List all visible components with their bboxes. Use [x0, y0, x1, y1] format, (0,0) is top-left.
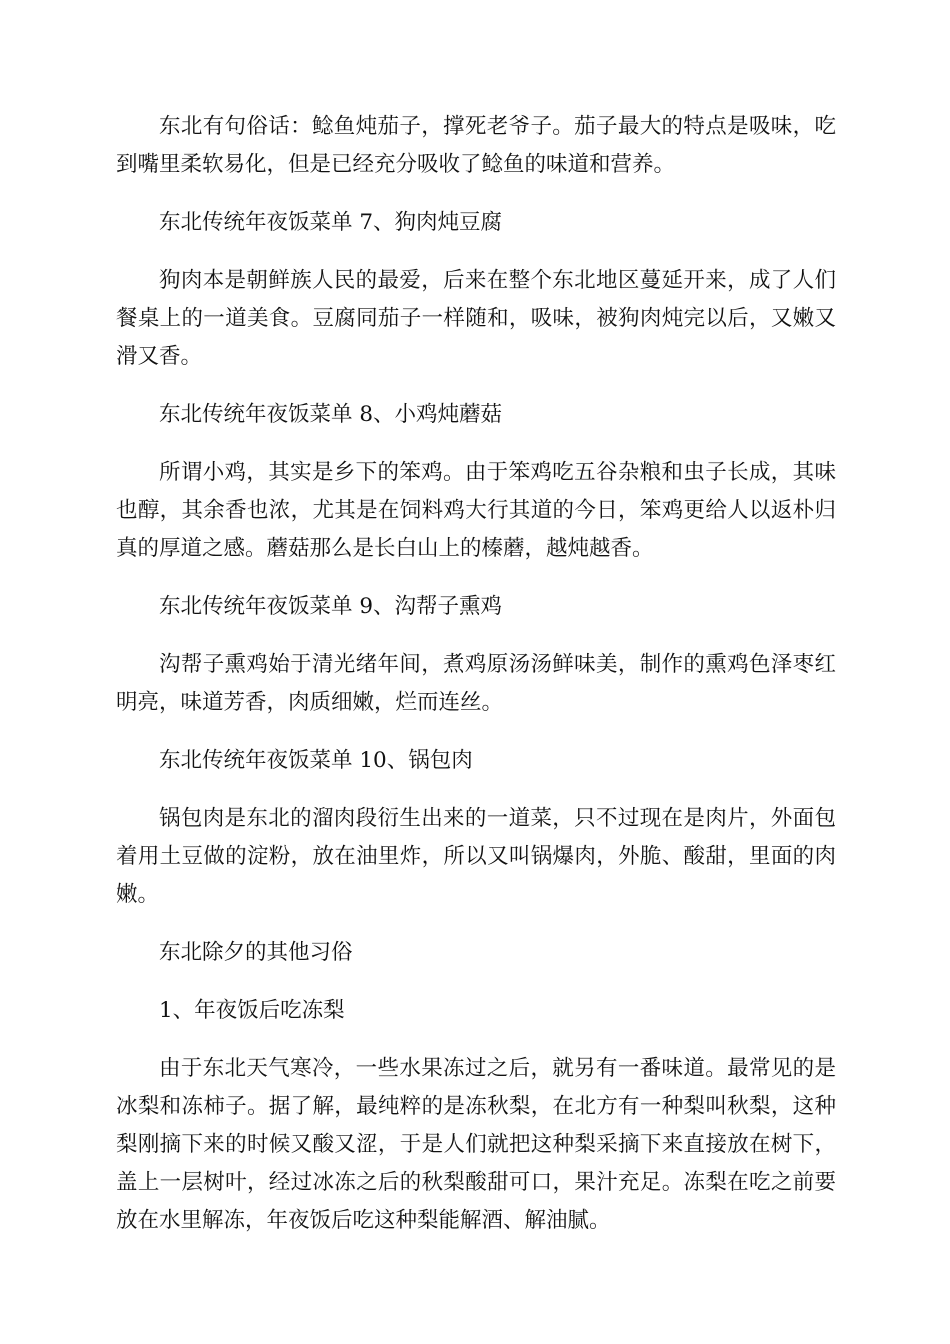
paragraph-frozen-pear: 由于东北天气寒冷，一些水果冻过之后，就另有一番味道。最常见的是冰梨和冻柿子。据了解，最纯粹的是冻秋梨，在北方有一种梨叫秋梨，这种梨刚摘下来的时候又酸又涩，于是人们就把这种梨采摘下来直接放在树下，盖上一层树叶，经过冰冻之后的秋梨酸甜可口，果汁充足。冻梨在吃之前要放在水里解冻，年夜饭后吃这种梨能解酒、解油腻。 — [116, 1056, 836, 1233]
heading-dish-7: 东北传统年夜饭菜单 7、狗肉炖豆腐 — [159, 210, 503, 235]
paragraph-chicken-mushroom: 所谓小鸡，其实是乡下的笨鸡。由于笨鸡吃五谷杂粮和虫子长成，其味也醇，其余香也浓，尤其是在饲料鸡大行其道的今日，笨鸡更给人以返朴归真的厚道之感。蘑菇那么是长白山上的榛蘑，越炖越香。 — [116, 460, 836, 561]
paragraph-smoked-chicken: 沟帮子熏鸡始于清光绪年间，煮鸡原汤汤鲜味美，制作的熏鸡色泽枣红明亮，味道芳香，肉质细嫩，烂而连丝。 — [116, 652, 836, 715]
paragraph-dog-meat-tofu: 狗肉本是朝鲜族人民的最爱，后来在整个东北地区蔓延开来，成了人们餐桌上的一道美食。豆腐同茄子一样随和，吸味，被狗肉炖完以后，又嫩又滑又香。 — [116, 268, 836, 369]
heading-dish-8: 东北传统年夜饭菜单 8、小鸡炖蘑菇 — [159, 402, 503, 427]
paragraph-guobaorou: 锅包肉是东北的溜肉段衍生出来的一道菜，只不过现在是肉片，外面包着用土豆做的淀粉，放在油里炸，所以又叫锅爆肉，外脆、酸甜，里面的肉嫩。 — [116, 806, 836, 907]
heading-dish-10: 东北传统年夜饭菜单 10、锅包肉 — [159, 748, 473, 773]
heading-other-customs: 东北除夕的其他习俗 — [159, 940, 353, 965]
document-page — [116, 108, 836, 1260]
heading-dish-9: 东北传统年夜饭菜单 9、沟帮子熏鸡 — [159, 594, 503, 619]
heading-frozen-pear: 1、年夜饭后吃冻梨 — [159, 998, 345, 1023]
paragraph-catfish-eggplant: 东北有句俗话：鲶鱼炖茄子，撑死老爷子。茄子最大的特点是吸味，吃到嘴里柔软易化，但是已经充分吸收了鲶鱼的味道和营养。 — [116, 114, 836, 177]
